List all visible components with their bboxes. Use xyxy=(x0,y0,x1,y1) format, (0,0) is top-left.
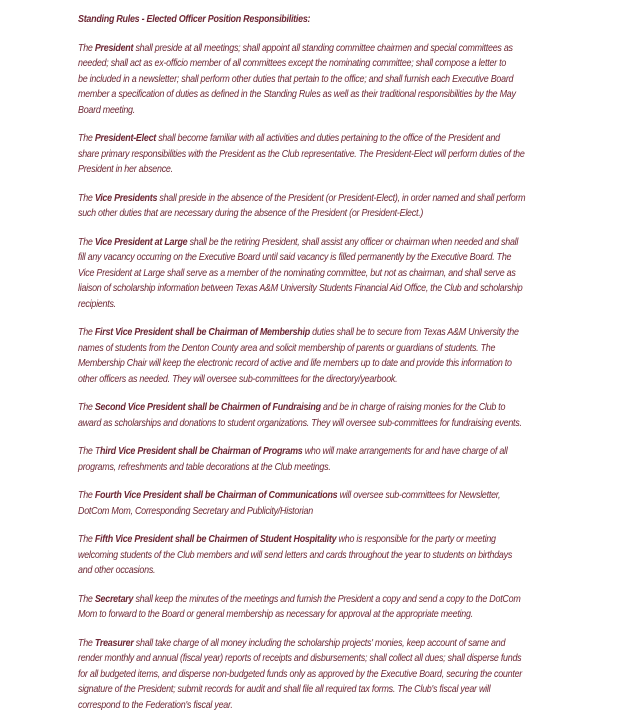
text-line xyxy=(78,532,534,548)
text-line xyxy=(78,250,534,266)
text-line xyxy=(78,147,534,163)
text-line xyxy=(78,400,534,416)
officer-title-bold-text: First Vice President shall be Chairman of Membership xyxy=(94,326,310,338)
officer-title-bold-text: President xyxy=(94,41,134,54)
text-line xyxy=(78,356,534,372)
body-text: signature of the President; submit records for audit and shall file all required tax forms. The Club's fiscal year will xyxy=(78,683,491,695)
body-text: award as scholarships and donations to student organizations. They will oversee sub-committees for fundraising events. xyxy=(78,416,522,429)
body-text: Board meeting. xyxy=(78,103,135,116)
text-line xyxy=(78,162,534,178)
officer-title-bold-text: Vice Presidents xyxy=(94,191,158,204)
text-line xyxy=(78,206,534,222)
paragraph-list xyxy=(78,41,614,714)
body-text: The xyxy=(78,41,95,54)
officer-title-bold-text: Vice President at Large xyxy=(94,235,188,248)
body-text: such other duties that are necessary during the absence of the President (or President-Elect.) xyxy=(78,207,424,219)
text-line xyxy=(78,131,534,147)
body-text: member a specification of duties as defined in the Standing Rules as well as their traditional responsibilities by the May xyxy=(78,88,516,100)
text-line xyxy=(78,56,534,72)
text-line xyxy=(78,698,534,714)
paragraph-president-elect xyxy=(78,131,614,178)
paragraph-fifth-vice-president-student-hospitality xyxy=(78,532,614,579)
text-line xyxy=(78,87,534,103)
body-text: The xyxy=(78,235,95,248)
paragraph-first-vice-president-membership xyxy=(78,325,614,387)
text-line xyxy=(78,341,534,357)
text-line xyxy=(78,325,534,341)
body-text: who will make arrangements for and have charge of all xyxy=(302,445,508,457)
body-text: needed; shall act as ex-officio member of all committees except the nominating committee; shall compose a letter to xyxy=(78,57,507,69)
paragraph-third-vice-president-programs xyxy=(78,444,614,475)
body-text: programs, refreshments and table decorations at the Club meetings. xyxy=(78,460,331,473)
body-text: shall keep the minutes of the meetings and furnish the President a copy and send a copy to the DotCom xyxy=(133,592,521,605)
body-text: and other occasions. xyxy=(78,564,156,576)
body-text: liaison of scholarship information between Texas A&M University Students Financial Aid Office, the Club and scholarship xyxy=(78,282,523,294)
text-line xyxy=(78,651,534,667)
text-line xyxy=(78,41,534,57)
body-text: The xyxy=(78,132,95,144)
body-text: DotCom Mom, Corresponding Secretary and Publicity/Historian xyxy=(78,504,313,517)
body-text: President in her absence. xyxy=(78,163,173,175)
body-text: Membership Chair will keep the electronic record of active and life members up to date and provide this information to xyxy=(78,357,512,369)
body-text: share primary responsibilities with the President as the Club representative. The President-Elect will perform duties of the xyxy=(78,147,525,160)
body-text: welcoming students of the Club members and will send letters and cards throughout the year to students on birthdays xyxy=(78,548,513,561)
body-text: for all budgeted items, and disperse non-budgeted funds only as approved by the Executive Board, securing the counter xyxy=(78,667,522,680)
text-line xyxy=(78,266,534,282)
paragraph-vice-president-at-large xyxy=(78,235,614,313)
body-text: will oversee sub-committees for Newsletter, xyxy=(337,489,501,501)
officer-title-bold-text: President-Elect xyxy=(94,132,157,144)
body-text: and be in charge of raising monies for the Club to xyxy=(320,401,506,413)
officer-title-bold-text: Fifth Vice President shall be Chairmen of Student Hospitality xyxy=(94,533,337,545)
text-line xyxy=(78,103,534,119)
text-line xyxy=(78,72,534,88)
body-text: other officers as needed. They will oversee sub-committees for the directory/yearbook. xyxy=(78,372,398,385)
body-text: The xyxy=(78,592,95,605)
body-text: shall preside at all meetings; shall appoint all standing committee chairmen and special committees as xyxy=(133,41,513,54)
text-line xyxy=(78,460,534,476)
paragraph-president xyxy=(78,41,614,119)
officer-title-bold-text: hird Vice President shall be Chairman of Programs xyxy=(100,445,303,457)
paragraph-fourth-vice-president-communications xyxy=(78,488,614,519)
text-line xyxy=(78,297,534,313)
body-text: shall take charge of all money including the scholarship projects' monies, keep account of same and xyxy=(133,636,506,649)
body-text: The xyxy=(78,489,95,501)
text-line xyxy=(78,416,534,432)
text-line xyxy=(78,667,534,683)
text-line xyxy=(78,444,534,460)
paragraph-vice-presidents xyxy=(78,191,614,222)
body-text: be included in a newsletter; shall perform other duties that pertain to the office; and shall furnish each Executive Board xyxy=(78,72,514,85)
text-line xyxy=(78,372,534,388)
body-text: The T xyxy=(78,445,101,457)
body-text: who is responsible for the party or meeting xyxy=(336,533,496,545)
body-text: shall be the retiring President, shall assist any officer or chairman when needed and shall xyxy=(187,235,519,248)
body-text: duties shall be to secure from Texas A&M University the xyxy=(309,326,519,338)
body-text: recipients. xyxy=(78,297,116,310)
text-line xyxy=(78,636,534,652)
body-text: fill any vacancy occurring on the Executive Board until said vacancy is filled permanently by the Executive Board. The xyxy=(78,251,512,263)
body-text: The xyxy=(78,401,95,413)
text-line xyxy=(78,281,534,297)
text-line xyxy=(78,563,534,579)
document-title: Standing Rules - Elected Officer Position Responsibilities: xyxy=(78,13,311,25)
body-text: names of students from the Denton County area and solicit membership of parents or guardians of students. The xyxy=(78,341,496,354)
text-line xyxy=(78,548,534,564)
text-line xyxy=(78,607,534,623)
body-text: shall preside in the absence of the President (or President-Elect), in order named and shall perform xyxy=(157,191,526,204)
body-text: The xyxy=(78,191,95,204)
body-text: The xyxy=(78,636,95,649)
paragraph-second-vice-president-fundraising xyxy=(78,400,614,431)
paragraph-treasurer xyxy=(78,636,614,714)
body-text: The xyxy=(78,533,95,545)
officer-title-bold-text: Treasurer xyxy=(94,636,134,649)
body-text: The xyxy=(78,326,95,338)
text-line xyxy=(78,488,534,504)
body-text: correspond to the Federation's fiscal year. xyxy=(78,698,233,711)
officer-title-bold-text: Fourth Vice President shall be Chairman of Communications xyxy=(94,489,338,501)
body-text: render monthly and annual (fiscal year) reports of receipts and disbursements; shall collect all dues; shall disperse funds xyxy=(78,652,522,664)
body-text: Vice President at Large shall serve as a member of the nominating committee, but not as chairman, and shall serve as xyxy=(78,266,516,279)
body-text: shall become familiar with all activities and duties pertaining to the office of the President and xyxy=(156,132,500,144)
body-text: Mom to forward to the Board or general membership as necessary for approval at the appropriate meeting. xyxy=(78,608,473,620)
text-line xyxy=(78,235,534,251)
text-line xyxy=(78,682,534,698)
text-line xyxy=(78,191,534,207)
officer-title-bold-text: Secretary xyxy=(94,592,134,605)
text-line xyxy=(78,592,534,608)
officer-title-bold-text: Second Vice President shall be Chairmen of Fundraising xyxy=(94,401,321,413)
text-line xyxy=(78,504,534,520)
paragraph-secretary xyxy=(78,592,614,623)
